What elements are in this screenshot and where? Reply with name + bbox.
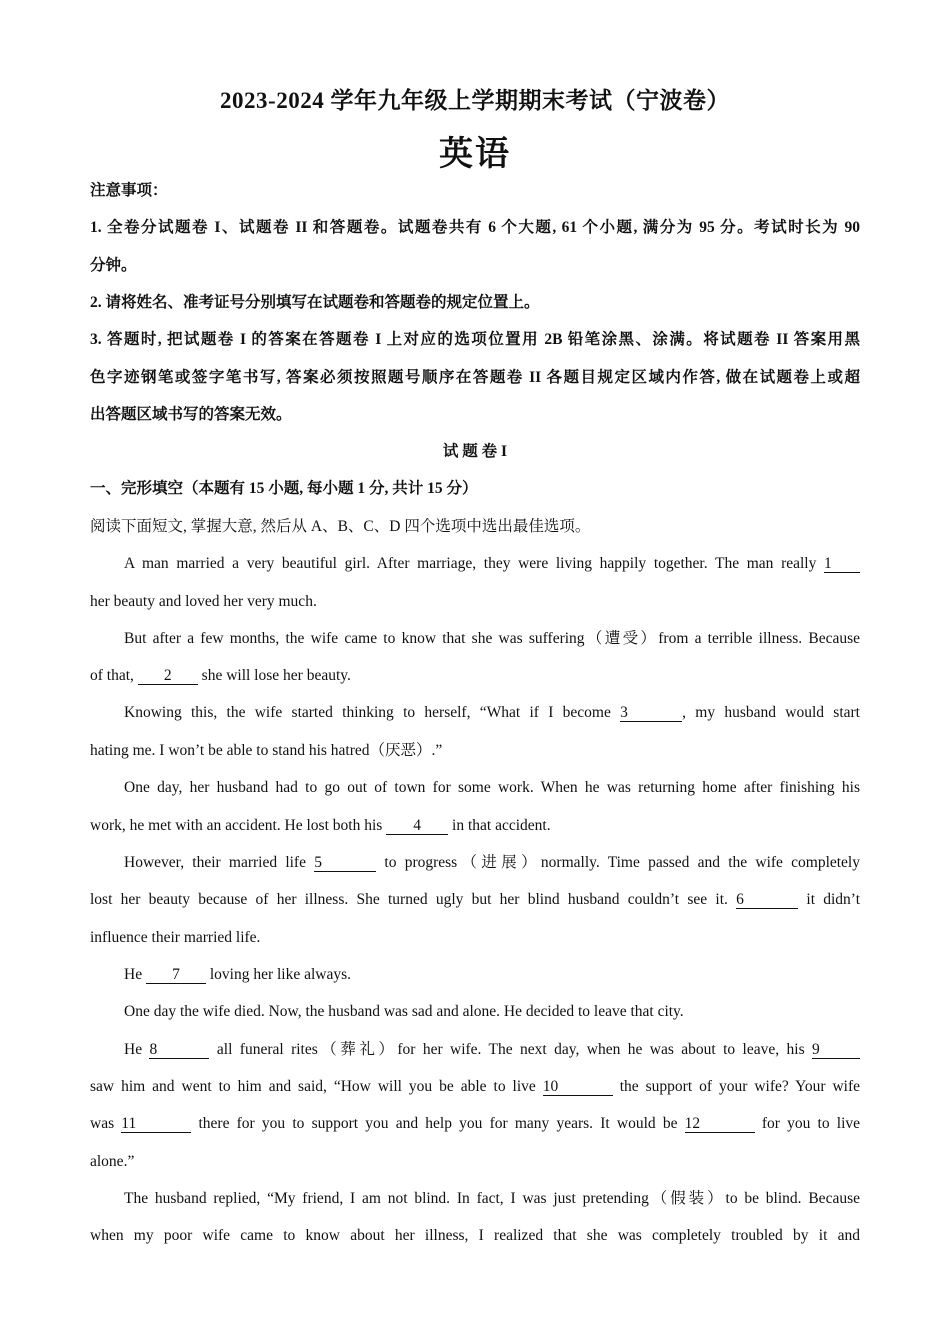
passage-text: all funeral rites（葬礼）for her wife. The next day, when he was about to leave, his [216,1041,805,1058]
passage-text: saw him and went to him and said, “How will you be able to live [90,1078,536,1095]
passage-text: He [124,1041,143,1058]
passage-line [90,553,860,575]
passage-text: the support of your wife? Your wife [619,1078,860,1095]
passage-text: lost her beauty because of her illness. She turned ugly but her blind husband couldn’t see it. [90,891,728,908]
blank-10: 10 [543,1079,613,1096]
blank-12: 12 [685,1116,755,1133]
passage-text: loving her like always. [209,966,352,983]
note-3-line-2: 色字迹钢笔或签字笔书写, 答案必须按照题号顺序在答题卷 II 各题目规定区域内作答, 做在试题卷上或超 [90,369,860,386]
blank-8: 8 [149,1042,209,1059]
passage-line [90,964,860,986]
passage-text: A man married a very beautiful girl. After marriage, they were living happily together. The man really [124,555,817,572]
passage-text: was [90,1115,115,1132]
passage-text: in that accident. [452,817,551,834]
passage-line: her beauty and loved her very much. [90,593,317,610]
passage-line: One day the wife died. Now, the husband was sad and alone. He decided to leave that city. [124,1003,684,1020]
note-1-line-2: 分钟。 [90,257,137,274]
passage-line [90,889,860,911]
part-1-heading: 一、完形填空（本题有 15 小题, 每小题 1 分, 共计 15 分） [90,480,478,497]
subject-title: 英语 [439,136,511,173]
passage-line [90,815,860,837]
passage-line [90,702,860,724]
passage-line: when my poor wife came to know about her illness, I realized that she was completely troubled by it and [90,1227,860,1244]
passage-line: influence their married life. [90,929,261,946]
blank-7: 7 [146,967,206,984]
passage-line [90,1076,860,1098]
passage-text: to progress（进展）normally. Time passed and the wife completely [384,854,860,871]
passage-text: However, their married life [124,854,306,871]
note-3-line-1: 3. 答题时, 把试题卷 I 的答案在答题卷 I 上对应的选项位置用 2B 铅笔涂黑、涂满。将试题卷 II 答案用黑 [90,331,860,348]
passage-text: of that, [90,667,134,684]
passage-line: alone.” [90,1153,135,1170]
passage-line [90,852,860,874]
passage-text: , my husband would start [682,704,860,721]
notes-heading: 注意事项： [90,182,168,199]
passage-text: Knowing this, the wife started thinking to herself, “What if I become [124,704,611,721]
passage-text: for you to live [761,1115,861,1132]
blank-9: 9 [812,1042,860,1059]
passage-line [90,1113,860,1135]
note-1-line-1: 1. 全卷分试题卷 I、试题卷 II 和答题卷。试题卷共有 6 个大题, 61 个小题, 满分为 95 分。考试时长为 90 [90,219,860,236]
part-1-instruction: 阅读下面短文, 掌握大意, 然后从 A、B、C、D 四个选项中选出最佳选项。 [90,518,591,535]
passage-text: work, he met with an accident. He lost both his [90,817,383,834]
blank-6: 6 [736,892,798,909]
blank-11: 11 [121,1116,191,1133]
passage-line: But after a few months, the wife came to know that she was suffering（遭受）from a terrible illness. Because [124,630,860,647]
blank-1: 1 [824,556,860,573]
passage-text: it didn’t [806,891,860,908]
passage-text: there for you to support you and help you for many years. It would be [198,1115,678,1132]
blank-4: 4 [386,818,448,835]
passage-line [90,665,860,687]
blank-3: 3 [620,705,682,722]
note-3-line-3: 出答题区域书写的答案无效。 [90,406,292,423]
passage-line [90,1039,860,1061]
passage-line: hating me. I won’t be able to stand his hatred（厌恶）.” [90,742,443,759]
blank-2: 2 [138,668,198,685]
note-2: 2. 请将姓名、准考证号分别填写在试题卷和答题卷的规定位置上。 [90,294,540,311]
exam-title: 2023-2024 学年九年级上学期期末考试（宁波卷） [220,88,730,113]
passage-line: The husband replied, “My friend, I am not blind. In fact, I was just pretending（假装）to be blind. Because [124,1190,860,1207]
passage-line: One day, her husband had to go out of town for some work. When he was returning home after finishing his [124,779,860,796]
paper-label: 试 题 卷 I [442,443,508,460]
passage-text: He [124,966,143,983]
blank-5: 5 [314,855,376,872]
passage-text: she will lose her beauty. [201,667,351,684]
